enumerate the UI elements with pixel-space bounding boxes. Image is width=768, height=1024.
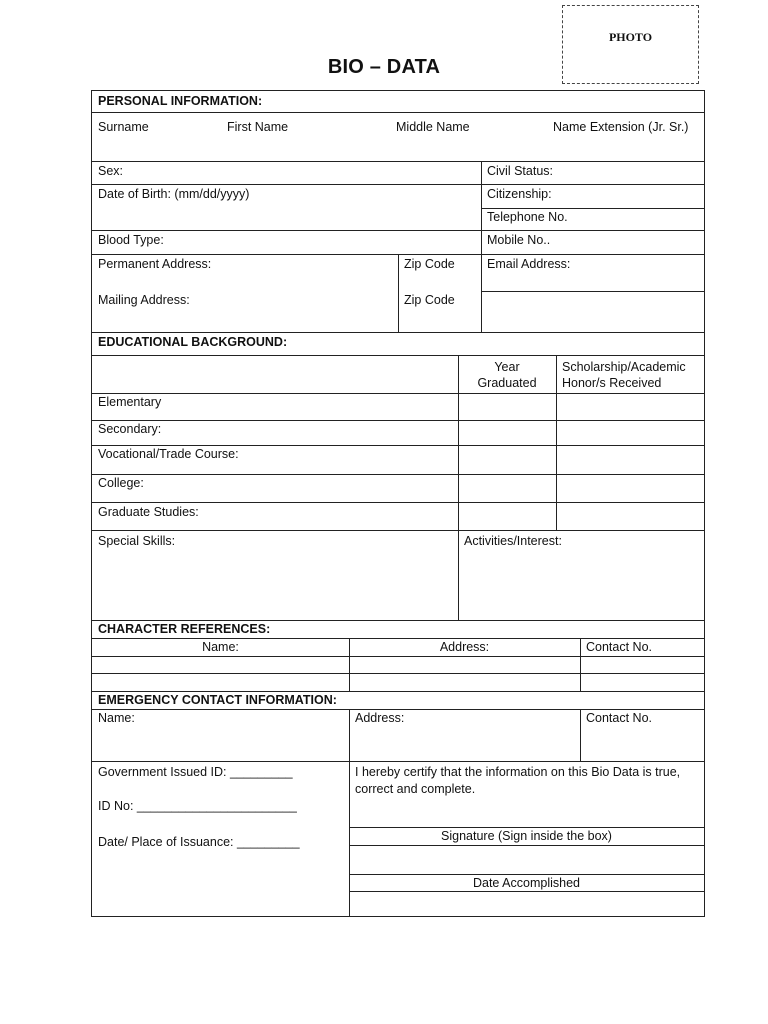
reference-contact-header: Contact No. [586, 640, 653, 654]
citizenship-field[interactable]: Citizenship: [487, 187, 552, 201]
year-graduated-label-2: Graduated [477, 376, 537, 390]
honors-label-1: Scholarship/Academic [562, 360, 686, 374]
certify-text-line1: I hereby certify that the information on this Bio Data is true, [355, 765, 681, 779]
certify-text-line2: correct and complete. [355, 782, 476, 796]
emergency-heading: EMERGENCY CONTACT INFORMATION: [98, 693, 337, 707]
bio-data-form [91, 90, 705, 917]
civil-status-field[interactable]: Civil Status: [487, 164, 553, 178]
email-field[interactable]: Email Address: [487, 257, 571, 271]
reference-name-header: Name: [202, 640, 239, 654]
page-title: BIO – DATA [327, 56, 441, 78]
emergency-name-field[interactable]: Name: [98, 711, 135, 725]
edu-graduate-studies[interactable]: Graduate Studies: [98, 505, 199, 519]
sex-field[interactable]: Sex: [98, 164, 124, 178]
permanent-address-field[interactable]: Permanent Address: [98, 257, 212, 271]
date-accomplished-box[interactable] [350, 892, 703, 916]
date-of-birth-field[interactable]: Date of Birth: (mm/dd/yyyy) [98, 187, 250, 201]
date-accomplished-label: Date Accomplished [472, 876, 580, 890]
activities-field[interactable]: Activities/Interest: [464, 534, 562, 548]
emergency-contact-field[interactable]: Contact No. [586, 711, 653, 725]
special-skills-field[interactable]: Special Skills: [98, 534, 176, 548]
id-no-field[interactable]: ID No: _______________________ [98, 799, 297, 813]
first-name-field[interactable]: First Name [227, 120, 289, 134]
permanent-zip-field[interactable]: Zip Code [404, 257, 455, 271]
date-place-issuance-field[interactable]: Date/ Place of Issuance: _________ [98, 835, 300, 849]
middle-name-field[interactable]: Middle Name [396, 120, 470, 134]
edu-elementary[interactable]: Elementary [98, 395, 162, 409]
references-heading: CHARACTER REFERENCES: [98, 622, 271, 636]
photo-label: PHOTO [608, 30, 653, 44]
emergency-address-field[interactable]: Address: [355, 711, 405, 725]
blood-type-field[interactable]: Blood Type: [98, 233, 164, 247]
gov-id-field[interactable]: Government Issued ID: _________ [98, 765, 293, 779]
edu-college[interactable]: College: [98, 476, 144, 490]
education-heading: EDUCATIONAL BACKGROUND: [98, 335, 288, 349]
year-graduated-label-1: Year [494, 360, 520, 374]
reference-address-header: Address: [439, 640, 490, 654]
edu-vocational[interactable]: Vocational/Trade Course: [98, 447, 239, 461]
mailing-zip-field[interactable]: Zip Code [404, 293, 455, 307]
signature-label: Signature (Sign inside the box) [441, 829, 612, 843]
edu-secondary[interactable]: Secondary: [98, 422, 162, 436]
surname-field[interactable]: Surname [98, 120, 149, 134]
honors-label-2: Honor/s Received [562, 376, 662, 390]
telephone-field[interactable]: Telephone No. [487, 210, 568, 224]
mailing-address-field[interactable]: Mailing Address: [98, 293, 190, 307]
mobile-field[interactable]: Mobile No.. [487, 233, 551, 247]
signature-box[interactable] [350, 846, 703, 873]
personal-info-heading: PERSONAL INFORMATION: [98, 94, 263, 108]
name-extension-field[interactable]: Name Extension (Jr. Sr.) [553, 120, 689, 134]
